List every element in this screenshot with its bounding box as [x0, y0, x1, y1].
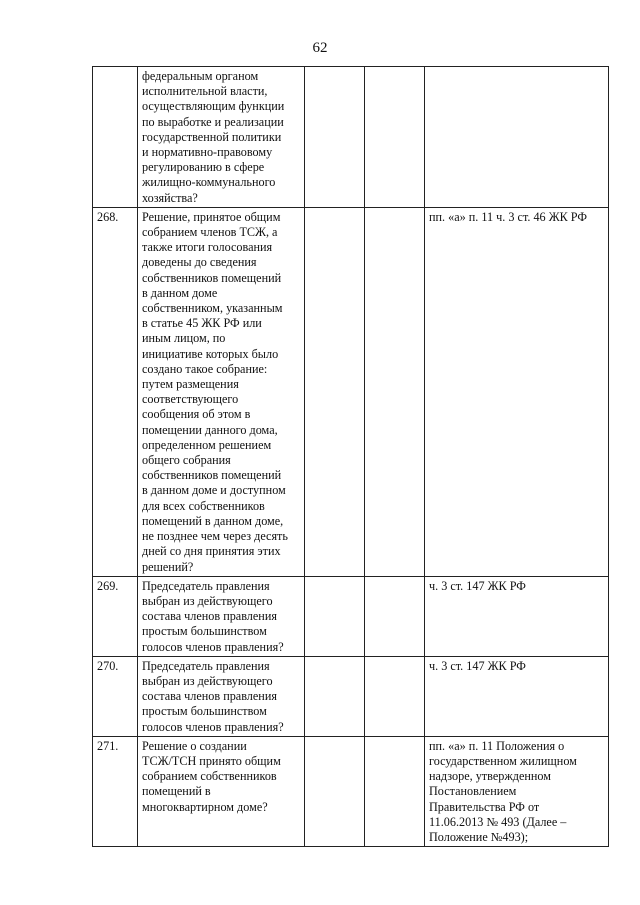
reference-cell: ч. 3 ст. 147 ЖК РФ	[425, 656, 609, 736]
table-row	[93, 736, 609, 846]
empty-cell	[305, 736, 365, 846]
reference-cell: пп. «а» п. 11 Положения о государственном жилищном надзоре, утвержденном Постановлением Правительства РФ от 11.06.2013 № 493 (Далее – Положение №493);	[425, 736, 609, 846]
empty-cell	[365, 576, 425, 656]
empty-cell	[365, 736, 425, 846]
question-cell: Председатель правления выбран из действующего состава членов правления простым большинством голосов членов правления?	[138, 656, 305, 736]
empty-cell	[305, 207, 365, 576]
empty-cell	[305, 656, 365, 736]
reference-cell	[425, 67, 609, 208]
row-number-cell: 268.	[93, 207, 138, 576]
reference-cell: пп. «а» п. 11 ч. 3 ст. 46 ЖК РФ	[425, 207, 609, 576]
row-number-cell	[93, 67, 138, 208]
row-number-cell: 271.	[93, 736, 138, 846]
table-row	[93, 656, 609, 736]
question-cell: Председатель правления выбран из действующего состава членов правления простым большинством голосов членов правления?	[138, 576, 305, 656]
empty-cell	[305, 576, 365, 656]
checklist-table	[92, 66, 609, 847]
row-number-cell: 270.	[93, 656, 138, 736]
empty-cell	[365, 67, 425, 208]
table-row	[93, 67, 609, 208]
reference-cell: ч. 3 ст. 147 ЖК РФ	[425, 576, 609, 656]
row-number-cell: 269.	[93, 576, 138, 656]
question-cell: Решение, принятое общим собранием членов ТСЖ, а также итоги голосования доведены до сведения собственников помещений в данном доме собственником, указанным в статье 45 ЖК РФ или иным лицом, по инициативе которых было создано такое собрание: путем размещения соответствующего сообщения об этом в помещении данного дома, определенном решением общего собрания собственников помещений в данном доме и доступном для всех собственников помещений в данном доме, не позднее чем через десять дней со дня принятия этих решений?	[138, 207, 305, 576]
page-number: 62	[312, 40, 328, 56]
question-cell: Решение о создании ТСЖ/ТСН принято общим собранием собственников помещений в многоквартирном доме?	[138, 736, 305, 846]
empty-cell	[365, 656, 425, 736]
empty-cell	[305, 67, 365, 208]
question-cell: федеральным органом исполнительной власти, осуществляющим функции по выработке и реализации государственной политики и нормативно-правовому регулированию в сфере жилищно-коммунального хозяйства?	[138, 67, 305, 208]
empty-cell	[365, 207, 425, 576]
table-row	[93, 576, 609, 656]
table-row	[93, 207, 609, 576]
